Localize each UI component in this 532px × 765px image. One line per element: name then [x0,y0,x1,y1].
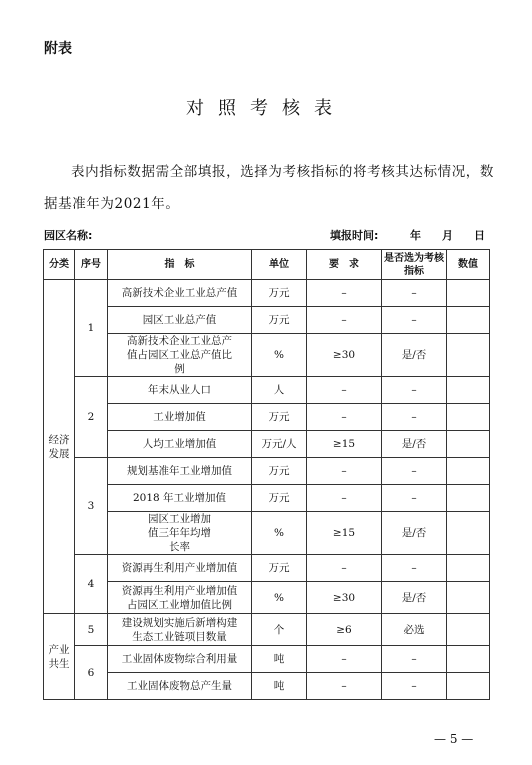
table-row [44,431,490,458]
unit-cell: 万元 [252,307,307,334]
indicator-cell: 工业增加值 [108,404,252,431]
table-row [44,512,490,555]
header-indicator: 指 标 [108,250,252,280]
unit-cell: % [252,334,307,377]
table-row [44,280,490,307]
indicator-cell: 高新技术企业工业总产值 [108,280,252,307]
value-cell[interactable] [447,582,490,614]
selected-cell: 是/否 [382,512,447,555]
category-cell: 产业共生 [44,614,75,700]
requirement-cell: ≥30 [307,334,382,377]
indicator-cell: 人均工业增加值 [108,431,252,458]
requirement-cell: – [307,485,382,512]
selected-cell: – [382,404,447,431]
fill-time-label: 填报时间: [330,229,379,242]
value-cell[interactable] [447,646,490,673]
year-label: 年 [410,229,421,242]
unit-cell: 万元 [252,485,307,512]
value-cell[interactable] [447,614,490,646]
table-row [44,646,490,673]
unit-cell: 吨 [252,673,307,700]
indicator-cell: 园区工业增加值三年年均增长率 [108,512,252,555]
value-cell[interactable] [447,673,490,700]
page-title: 对照考核表 [186,98,346,119]
table-row [44,458,490,485]
table-row [44,404,490,431]
value-cell[interactable] [447,377,490,404]
value-cell[interactable] [447,280,490,307]
group-number: 2 [75,377,108,458]
requirement-cell: – [307,377,382,404]
requirement-cell: – [307,307,382,334]
selected-cell: 是/否 [382,582,447,614]
day-label: 日 [474,229,485,242]
value-cell[interactable] [447,485,490,512]
table-header-row [44,250,490,280]
group-number: 6 [75,646,108,700]
requirement-cell: – [307,646,382,673]
table-row [44,555,490,582]
indicator-cell: 2018 年工业增加值 [108,485,252,512]
indicator-cell: 建设规划实施后新增构建生态工业链项目数量 [108,614,252,646]
selected-cell: – [382,555,447,582]
requirement-cell: – [307,280,382,307]
selected-cell: – [382,458,447,485]
table-row [44,485,490,512]
selected-cell: 是/否 [382,334,447,377]
requirement-cell: – [307,404,382,431]
selected-cell: – [382,307,447,334]
unit-cell: 人 [252,377,307,404]
table-row [44,582,490,614]
indicator-cell: 规划基准年工业增加值 [108,458,252,485]
header-requirement: 要 求 [307,250,382,280]
indicator-cell: 资源再生利用产业增加值 [108,555,252,582]
unit-cell: 万元/人 [252,431,307,458]
indicator-cell: 工业固体废物总产生量 [108,673,252,700]
category-cell: 经济发展 [44,280,75,614]
requirement-cell: – [307,555,382,582]
requirement-cell: – [307,673,382,700]
unit-cell: 吨 [252,646,307,673]
requirement-cell: ≥6 [307,614,382,646]
requirement-cell: ≥15 [307,512,382,555]
page-number: — 5 — [434,732,474,746]
header-value: 数值 [447,250,490,280]
selected-cell: 是/否 [382,431,447,458]
selected-cell: – [382,280,447,307]
month-label: 月 [442,229,453,242]
header-number: 序号 [75,250,108,280]
value-cell[interactable] [447,555,490,582]
header-selected: 是否选为考核指标 [382,250,447,280]
value-cell[interactable] [447,431,490,458]
group-number: 4 [75,555,108,614]
table-row [44,673,490,700]
table-row [44,334,490,377]
unit-cell: 万元 [252,280,307,307]
value-cell[interactable] [447,404,490,431]
selected-cell: 必选 [382,614,447,646]
requirement-cell: ≥15 [307,431,382,458]
park-name-label: 园区名称: [44,229,93,242]
selected-cell: – [382,673,447,700]
group-number: 5 [75,614,108,646]
indicator-cell: 资源再生利用产业增加值占园区工业增加值比例 [108,582,252,614]
unit-cell: 万元 [252,404,307,431]
assessment-table [43,249,490,700]
unit-cell: 个 [252,614,307,646]
indicator-cell: 年末从业人口 [108,377,252,404]
requirement-cell: – [307,458,382,485]
value-cell[interactable] [447,512,490,555]
table-row [44,377,490,404]
group-number: 3 [75,458,108,555]
header-category: 分类 [44,250,75,280]
appendix-label: 附表 [44,41,72,57]
selected-cell: – [382,377,447,404]
unit-cell: 万元 [252,458,307,485]
selected-cell: – [382,646,447,673]
table-row [44,614,490,646]
unit-cell: % [252,512,307,555]
indicator-cell: 园区工业总产值 [108,307,252,334]
value-cell[interactable] [447,334,490,377]
table-row [44,307,490,334]
selected-cell: – [382,485,447,512]
indicator-cell: 工业固体废物综合利用量 [108,646,252,673]
value-cell[interactable] [447,458,490,485]
indicator-cell: 高新技术企业工业总产值占园区工业总产值比例 [108,334,252,377]
value-cell[interactable] [447,307,490,334]
header-unit: 单位 [252,250,307,280]
group-number: 1 [75,280,108,377]
intro-paragraph: 表内指标数据需全部填报，选择为考核指标的将考核其达标情况，数据基准年为2021年。 [44,164,494,212]
requirement-cell: ≥30 [307,582,382,614]
unit-cell: 万元 [252,555,307,582]
unit-cell: % [252,582,307,614]
